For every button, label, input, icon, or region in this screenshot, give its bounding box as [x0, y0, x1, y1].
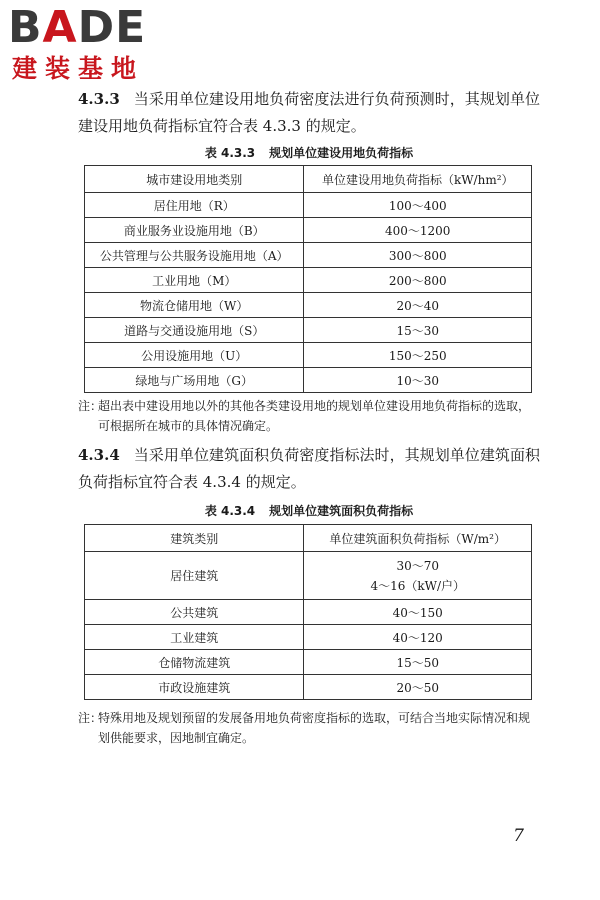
clause-number: 4.3.4 — [78, 446, 120, 464]
table-cell: 10～30 — [304, 368, 532, 393]
page-number: 7 — [513, 826, 524, 846]
table-cell: 200～800 — [304, 268, 532, 293]
logo-subtitle: 建装基地 — [12, 54, 145, 83]
table-row — [85, 243, 532, 268]
table-cell: 商业服务业设施用地（B） — [85, 218, 304, 243]
table-cell: 15～30 — [304, 318, 532, 343]
table-cell: 15～50 — [304, 650, 532, 675]
table-row — [85, 675, 532, 700]
table-cell: 仓储物流建筑 — [85, 650, 304, 675]
table-cell: 工业建筑 — [85, 625, 304, 650]
table-row — [85, 368, 532, 393]
table-row — [85, 193, 532, 218]
logo-wordmark: BADE — [8, 2, 147, 53]
table-caption-number: 表 4.3.3 — [204, 146, 256, 160]
clause-text: 当采用单位建设用地负荷密度法进行负荷预测时，其规划单位建设用地负荷指标宜符合表 4.3.3 的规定。 — [78, 90, 540, 135]
note-text: 特殊用地及规划预留的发展备用地负荷密度指标的选取，可结合当地实际情况和规划供能要求，因地制宜确定。 — [98, 711, 531, 745]
table-cell: 150～250 — [304, 343, 532, 368]
table-cell: 40～120 — [304, 625, 532, 650]
table-row — [85, 625, 532, 650]
table-row — [85, 552, 532, 600]
table-cell: 市政设施建筑 — [85, 675, 304, 700]
table-caption-title: 规划单位建筑面积负荷指标 — [269, 504, 414, 518]
table-cell — [304, 552, 532, 600]
table-cell: 20～50 — [304, 675, 532, 700]
clause-number: 4.3.3 — [78, 90, 120, 108]
bade-logo — [8, 4, 178, 88]
table-caption — [78, 145, 540, 161]
table-caption-number: 表 4.3.4 — [204, 504, 256, 518]
table-header-row — [85, 166, 532, 193]
table-cell: 道路与交通设施用地（S） — [85, 318, 304, 343]
table-cell: 100～400 — [304, 193, 532, 218]
table-caption-title: 规划单位建设用地负荷指标 — [269, 146, 414, 160]
table-cell: 400～1200 — [304, 218, 532, 243]
table-row — [85, 650, 532, 675]
clause-4-3-4 — [78, 442, 540, 496]
table-cell: 居住建筑 — [85, 552, 304, 600]
table-row — [85, 318, 532, 343]
table-cell: 工业用地（M） — [85, 268, 304, 293]
table-row — [85, 218, 532, 243]
table-row — [85, 293, 532, 318]
table-note — [78, 396, 540, 436]
table-cell: 绿地与广场用地（G） — [85, 368, 304, 393]
table-header-row — [85, 525, 532, 552]
clause-4-3-3 — [78, 86, 540, 140]
column-header: 建筑类别 — [85, 525, 304, 552]
note-label: 注： — [78, 711, 103, 725]
table-row — [85, 268, 532, 293]
table-cell: 40～150 — [304, 600, 532, 625]
table-cell: 公共管理与公共服务设施用地（A） — [85, 243, 304, 268]
note-label: 注： — [78, 399, 103, 413]
table-cell: 物流仓储用地（W） — [85, 293, 304, 318]
table-cell-line: 4～16（kW/户） — [370, 578, 465, 593]
land-load-table — [84, 165, 532, 393]
table-note — [78, 708, 540, 748]
clause-text: 当采用单位建筑面积负荷密度指标法时，其规划单位建筑面积负荷指标宜符合表 4.3.4 的规定。 — [78, 446, 540, 491]
column-header: 城市建设用地类别 — [85, 166, 304, 193]
table-cell: 20～40 — [304, 293, 532, 318]
note-text: 超出表中建设用地以外的其他各类建设用地的规划单位建设用地负荷指标的选取，可根据所在城市的具体情况确定。 — [98, 399, 531, 433]
table-cell-line: 30～70 — [396, 558, 439, 573]
building-load-table — [84, 524, 532, 700]
column-header: 单位建设用地负荷指标（kW/hm²） — [304, 166, 532, 193]
table-row — [85, 600, 532, 625]
column-header: 单位建筑面积负荷指标（W/m²） — [304, 525, 532, 552]
table-cell: 居住用地（R） — [85, 193, 304, 218]
table-cell: 公共建筑 — [85, 600, 304, 625]
table-row — [85, 343, 532, 368]
table-cell: 300～800 — [304, 243, 532, 268]
table-caption — [78, 503, 540, 519]
table-cell: 公用设施用地（U） — [85, 343, 304, 368]
